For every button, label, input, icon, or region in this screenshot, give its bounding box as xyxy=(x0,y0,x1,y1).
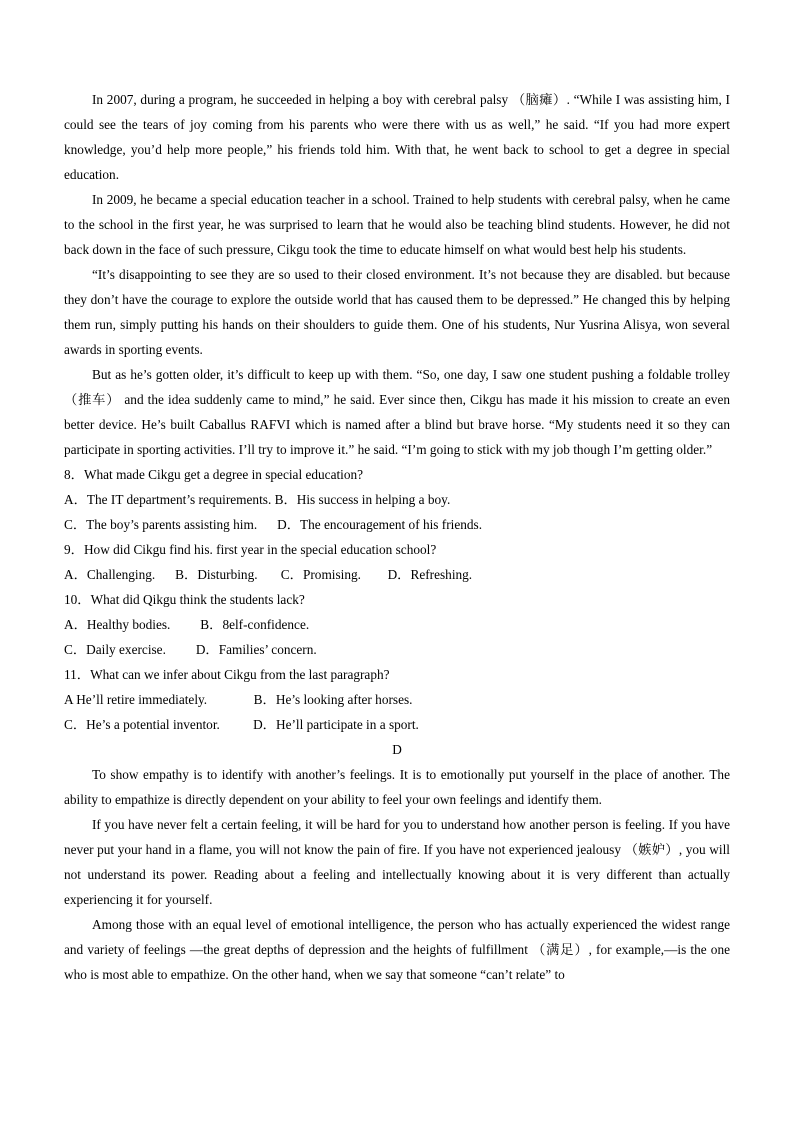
passage-d-paragraph-1: To show empathy is to identify with another’s feelings. It is to emotionally put yourself in the place of another. The ability to empathize is directly dependent on your ability to feel your own feelings and identify them. xyxy=(64,767,730,807)
option-row: C．Daily exercise. D．Families’ concern. xyxy=(64,642,317,657)
passage-c-paragraph-2: In 2009, he became a special education teacher in a school. Trained to help students with cerebral palsy, when he came to the school in the first year, he was surprised to learn that he would also be teaching blind students. However, he did not back down in the face of such pressure, Cikgu took the time to educate himself on what would best help his students. xyxy=(64,192,730,257)
option-row: A He’ll retire immediately. B．He’s looking after horses. xyxy=(64,692,413,707)
question-10 xyxy=(64,587,730,662)
passage-c-paragraph-3: “It’s disappointing to see they are so used to their closed environment. It’s not because they are disabled. but because they don’t have the courage to explore the outside world that has caused them to be depressed.” He changed this by helping them run, simply putting his hands on their shoulders to guide them. One of his students, Nur Yusrina Alisya, won several awards in sporting events. xyxy=(64,267,730,357)
option-row: A．Challenging. B．Disturbing. C．Promising. D．Refreshing. xyxy=(64,567,473,582)
option-row: C．He’s a potential inventor. D．He’ll participate in a sport. xyxy=(64,717,419,732)
option-row: A．Healthy bodies. B．8elf-confidence. xyxy=(64,617,310,632)
question-11 xyxy=(64,662,730,737)
question-9 xyxy=(64,537,730,587)
document-page xyxy=(64,87,730,987)
passage-d-paragraph-2: If you have never felt a certain feeling, it will be hard for you to understand how another person is feeling. If you have never put your hand in a flame, you will not know the pain of fire. If you have not experienced jealousy （嫉妒）, you will not understand its power. Reading about a feeling and intellectually knowing about it is very different than actually experiencing it for yourself. xyxy=(64,817,730,907)
question-8 xyxy=(64,462,730,537)
passage-d-paragraph-3: Among those with an equal level of emotional intelligence, the person who has actually experienced the widest range and variety of feelings —the great depths of depression and the heights of fulfillment （满足）, for example,—is the one who is most able to empathize. On the other hand, when we say that someone “can’t relate” to xyxy=(64,917,730,982)
section-d-heading: D xyxy=(392,742,402,757)
option-row: C．The boy’s parents assisting him. D．The encouragement of his friends. xyxy=(64,517,483,532)
passage-c-paragraph-4: But as he’s gotten older, it’s difficult to keep up with them. “So, one day, I saw one student pushing a foldable trolley（推车） and the idea suddenly came to mind,” he said. Ever since then, Cikgu has made it his mission to create an even better device. He’s built Caballus RAFVI which is named after a blind but brave horse. “My students need it so they can participate in sporting activities. I’ll try to improve it.” he said. “I’m going to stick with my job though I’m getting older.” xyxy=(64,367,730,457)
question-stem: 9．How did Cikgu find his. first year in the special education school? xyxy=(64,542,437,557)
question-stem: 11．What can we infer about Cikgu from the last paragraph? xyxy=(64,667,390,682)
question-stem: 8．What made Cikgu get a degree in special education? xyxy=(64,467,364,482)
option-row: A．The IT department’s requirements. B．His success in helping a boy. xyxy=(64,492,451,507)
passage-c-paragraph-1: In 2007, during a program, he succeeded in helping a boy with cerebral palsy （脑瘫）. “While I was assisting him, I could see the tears of joy coming from his parents who were there with us as well,” he said. “If you had more expert knowledge, you’d help more people,” his friends told him. With that, he went back to school to get a degree in special education. xyxy=(64,92,730,182)
question-stem: 10．What did Qikgu think the students lack? xyxy=(64,592,305,607)
